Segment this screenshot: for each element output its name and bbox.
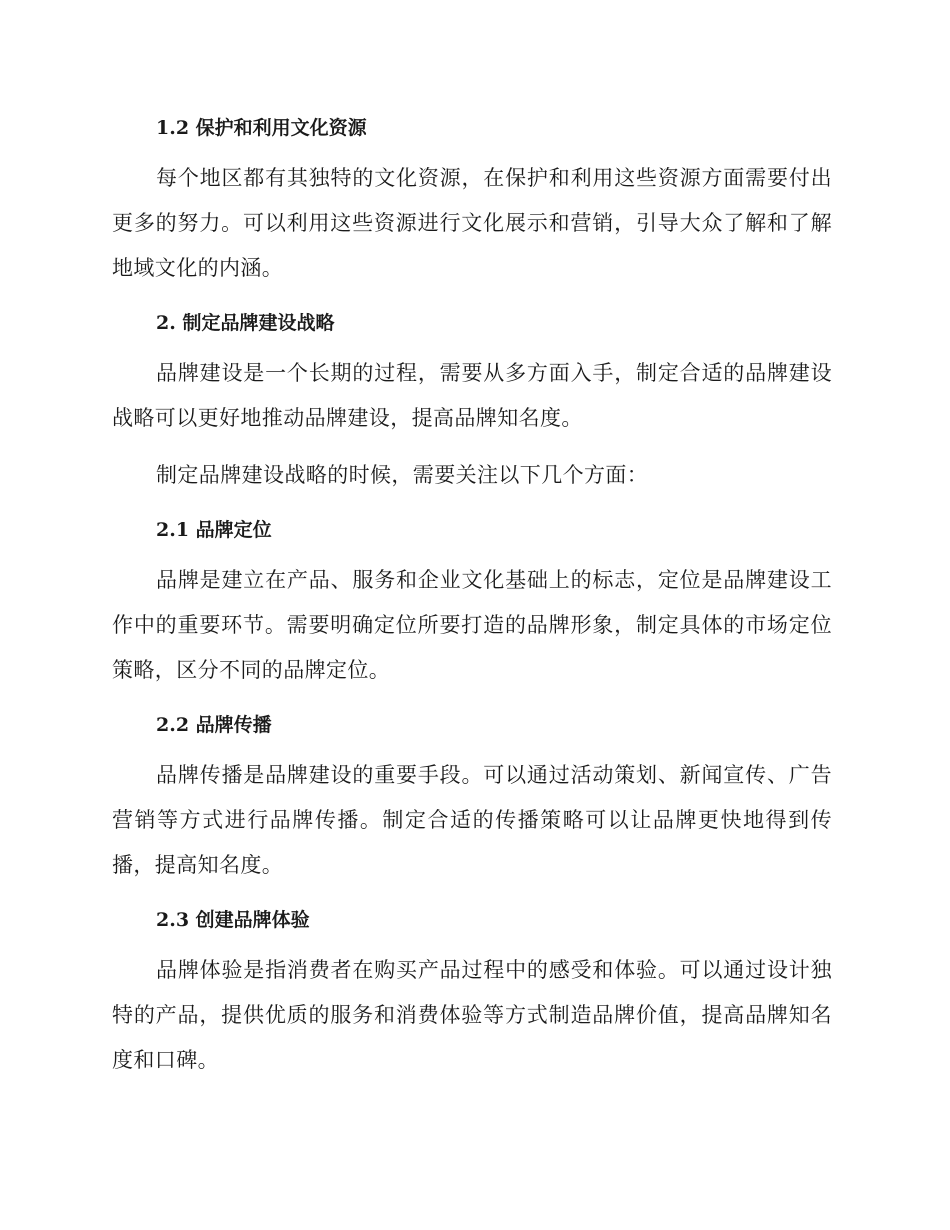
section-heading-2-2: 2.2 品牌传播: [156, 714, 272, 736]
paragraph-brand-communication: 品牌传播是品牌建设的重要手段。可以通过活动策划、新闻宣传、广告营销等方式进行品牌传播。制定合适的传播策略可以让品牌更快地得到传播，提高知名度。: [112, 763, 832, 877]
document-page: [112, 108, 832, 1083]
section-heading-2-1: 2.1 品牌定位: [156, 519, 272, 541]
section-heading-2: 2. 制定品牌建设战略: [156, 312, 335, 334]
paragraph-cultural-resources: 每个地区都有其独特的文化资源，在保护和利用这些资源方面需要付出更多的努力。可以利用这些资源进行文化展示和营销，引导大众了解和了解地域文化的内涵。: [112, 166, 832, 280]
paragraph-brand-experience: 品牌体验是指消费者在购买产品过程中的感受和体验。可以通过设计独特的产品，提供优质的服务和消费体验等方式制造品牌价值，提高品牌知名度和口碑。: [112, 958, 832, 1072]
paragraph-strategy-aspects: 制定品牌建设战略的时候，需要关注以下几个方面：: [156, 463, 649, 487]
paragraph-brand-positioning: 品牌是建立在产品、服务和企业文化基础上的标志，定位是品牌建设工作中的重要环节。需要明确定位所要打造的品牌形象，制定具体的市场定位策略，区分不同的品牌定位。: [112, 568, 832, 682]
section-heading-1-2: 1.2 保护和利用文化资源: [156, 117, 367, 139]
section-heading-2-3: 2.3 创建品牌体验: [156, 909, 310, 931]
paragraph-brand-strategy: 品牌建设是一个长期的过程，需要从多方面入手，制定合适的品牌建设战略可以更好地推动品牌建设，提高品牌知名度。: [112, 361, 832, 430]
